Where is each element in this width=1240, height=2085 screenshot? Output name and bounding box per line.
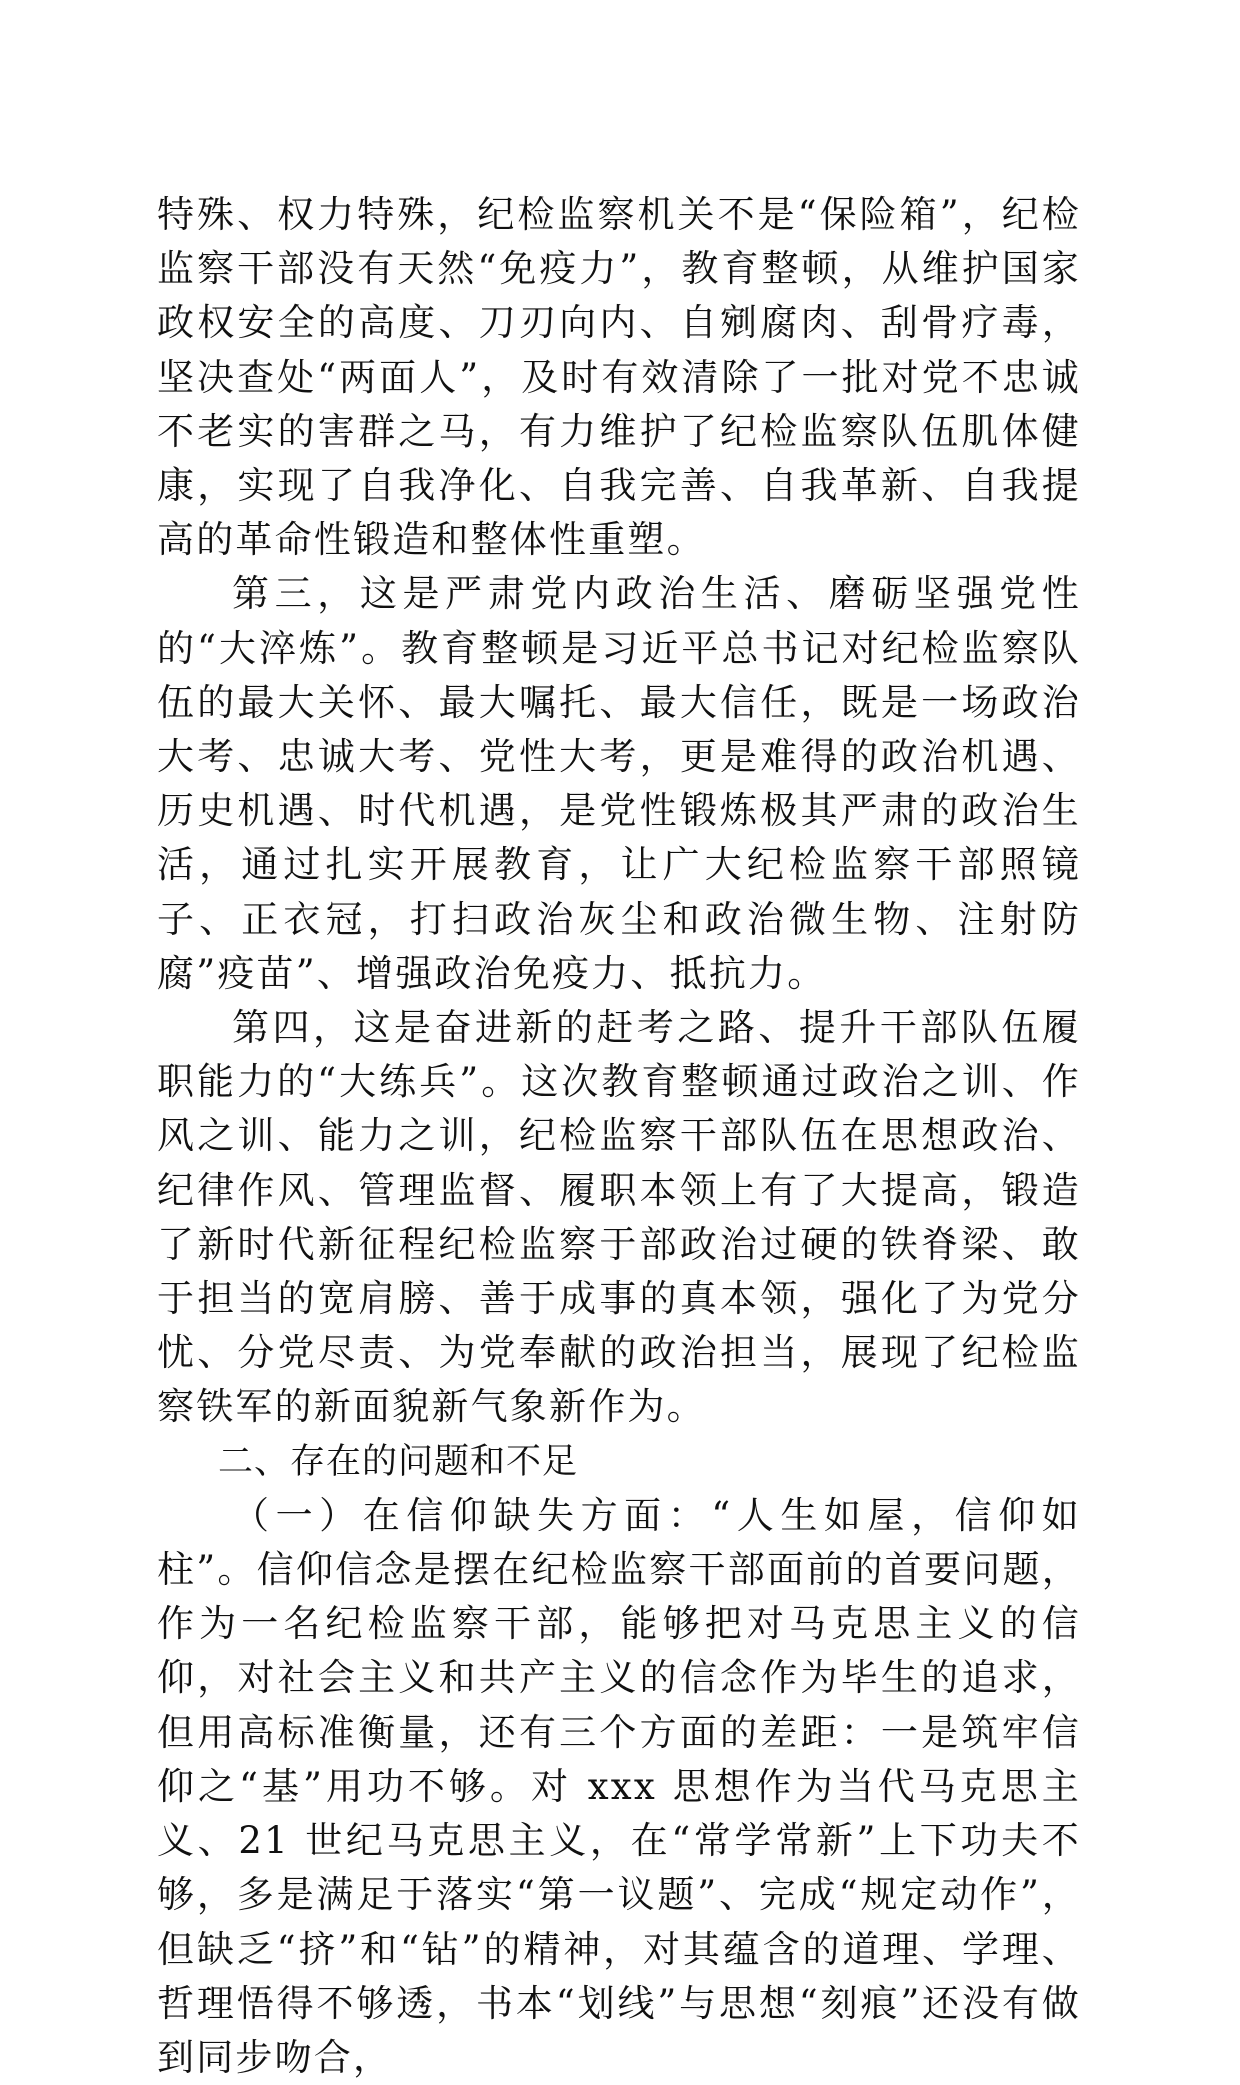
section-heading-problems: 二、存在的问题和不足: [218, 1441, 579, 1482]
paragraph-faith-deficiency: （一）在信仰缺失方面：“人生如屋，信仰如柱”。信仰信念是摆在纪检监察干部面前的首要问题，作为一名纪检监察干部，能够把对马克思主义的信仰，对社会主义和共产主义的信念作为毕生的追求，但用高标准衡量，还有三个方面的差距：一是筑牢信仰之“基”用功不够。对 xxx 思想作为当代马克思主义、21 世纪马克思主义，在“常学常新”上下功夫不够，多是满足于落实“第一议题”、完成“规定动作”，但缺乏“挤”和“钻”的精神，对其蕴含的道理、学理、哲理悟得不够透，书本“划线”与思想“刻痕”还没有做到同步吻合，: [157, 1493, 1081, 2079]
document-body: [157, 188, 1081, 2085]
paragraph-continuation: 特殊、权力特殊，纪检监察机关不是“保险箱”，纪检监察干部没有天然“免疫力”，教育整顿，从维护国家政权安全的高度、刀刃向内、自剜腐肉、刮骨疗毒，坚决查处“两面人”，及时有效清除了一批对党不忠诚不老实的害群之马，有力维护了纪检监察队伍肌体健康，实现了自我净化、自我完善、自我革新、自我提高的革命性锻造和整体性重塑。: [157, 193, 1081, 562]
paragraph-third-point: 第三，这是严肃党内政治生活、磨砺坚强党性的“大淬炼”。教育整顿是习近平总书记对纪检监察队伍的最大关怀、最大嘱托、最大信任，既是一场政治大考、忠诚大考、党性大考，更是难得的政治机遇、历史机遇、时代机遇，是党性锻炼极其严肃的政治生活，通过扎实开展教育，让广大纪检监察干部照镜子、正衣冠，打扫政治灰尘和政治微生物、注射防腐”疫苗”、增强政治免疫力、抵抗力。: [157, 572, 1081, 995]
paragraph-fourth-point: 第四，这是奋进新的赶考之路、提升干部队伍履职能力的“大练兵”。这次教育整顿通过政治之训、作风之训、能力之训，纪检监察干部队伍在思想政治、纪律作风、管理监督、履职本领上有了大提高，锻造了新时代新征程纪检监察于部政治过硬的铁脊梁、敢于担当的宽肩膀、善于成事的真本领，强化了为党分忧、分党尽责、为党奉献的政治担当，展现了纪检监察铁军的新面貌新气象新作为。: [157, 1006, 1081, 1429]
